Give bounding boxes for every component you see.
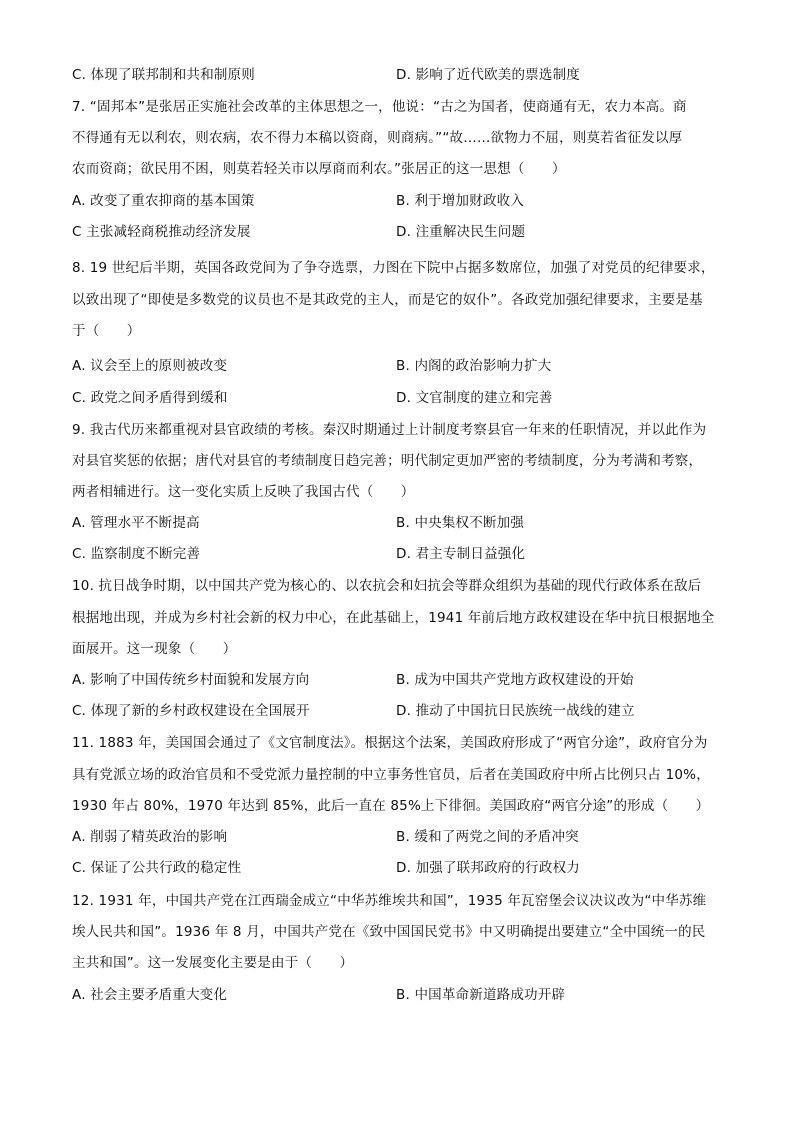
answer-option-left: C. 保证了公共行政的稳定性 [72,860,242,876]
answer-option-left: A. 社会主要矛盾重大变化 [72,987,228,1003]
answer-option-left: A. 影响了中国传统乡村面貌和发展方向 [72,672,310,688]
answer-option-right: B. 内阁的政治影响力扩大 [396,358,552,374]
question-text-line: 对县官奖惩的依据；唐代对县官的考绩制度日趋完善；明代制定更加严密的考绩制度，分为考满和考察， [72,453,703,469]
answer-option-right: B. 中国革命新道路成功开辟 [396,987,566,1003]
answer-option-left: C. 监察制度不断完善 [72,546,201,562]
question-text-line: 不得通有无以利农，则农病，农不得力本稿以资商，则商病。”“故……欲物力不屈，则莫若省征发以厚 [72,130,683,146]
question-text-line: 农而资商；欲民用不困，则莫若轻关市以厚商而利农。”张居正的这一思想（ ） [72,161,566,177]
question-text-line: 根据地出现，并成为乡村社会新的权力中心，在此基础上，1941 年前后地方政权建设在华中抗日根据地全 [72,610,715,626]
answer-option-right: D. 影响了近代欧美的票选制度 [396,67,580,83]
answer-option-right: D. 注重解决民生问题 [396,224,526,240]
answer-option-right: B. 中央集权不断加强 [396,515,525,531]
answer-option-right: D. 加强了联邦政府的行政权力 [396,860,580,876]
question-text-line: 于（ ） [72,323,141,339]
question-text-line: 8. 19 世纪后半期，英国各政党间为了争夺选票，力图在下院中占据多数席位，加强了对党员的纪律要求， [72,260,715,276]
question-text-line: 两者相辅进行。这一变化实质上反映了我国古代（ ） [72,484,415,500]
question-text-line: 7. “固邦本”是张居正实施社会改革的主体思想之一，他说：“古之为国者，使商通有无，农力本高。商 [72,99,687,115]
answer-option-left: C. 政党之间矛盾得到缓和 [72,390,228,406]
answer-option-left: C 主张减轻商税推动经济发展 [72,224,251,240]
answer-option-right: B. 成为中国共产党地方政权建设的开始 [396,672,634,688]
answer-option-left: A. 管理水平不断提高 [72,515,200,531]
question-text-line: 9. 我古代历来都重视对县官政绩的考核。秦汉时期通过上计制度考察县官一年来的任职情况，并以此作为 [72,422,707,438]
answer-option-right: D. 推动了中国抗日民族统一战线的建立 [396,703,635,719]
answer-option-left: A. 削弱了精英政治的影响 [72,829,228,845]
answer-option-left: A. 议会至上的原则被改变 [72,358,228,374]
question-text-line: 11. 1883 年，美国国会通过了《文官制度法》。根据这个法案，美国政府形成了“两官分途”，政府官分为 [72,735,708,751]
answer-option-left: C. 体现了新的乡村政权建设在全国展开 [72,703,310,719]
question-text-line: 具有党派立场的政治官员和不受党派力量控制的中立事务性官员，后者在美国政府中所占比例只占 10%， [72,767,710,783]
answer-option-right: B. 利于增加财政收入 [396,193,525,209]
question-text-line: 12. 1931 年，中国共产党在江西瑞金成立“中华苏维埃共和国”，1935 年瓦窑堡会议决议改为“中华苏维 [72,893,707,909]
answer-option-left: C. 体现了联邦制和共和制原则 [72,67,256,83]
question-text-line: 10. 抗日战争时期，以中国共产党为核心的、以农抗会和妇抗会等群众组织为基础的现代行政体系在敌后 [72,578,702,594]
question-text-line: 埃人民共和国”。1936 年 8 月，中国共产党在《致中国国民党书》中又明确提出要建立“全中国统一的民 [72,924,706,940]
question-text-line: 面展开。这一现象（ ） [72,641,237,657]
answer-option-right: D. 文官制度的建立和完善 [396,390,553,406]
answer-option-left: A. 改变了重农抑商的基本国策 [72,193,255,209]
question-text-line: 主共和国”。这一发展变化主要是由于（ ） [72,955,354,971]
answer-option-right: B. 缓和了两党之间的矛盾冲突 [396,829,579,845]
answer-option-right: D. 君主专制日益强化 [396,546,526,562]
question-text-line: 以致出现了“即使是多数党的议员也不是其政党的主人，而是它的奴仆”。各政党加强纪律要求，主要是基 [72,292,703,308]
question-text-line: 1930 年占 80%，1970 年达到 85%，此后一直在 85%上下徘徊。美国政府“两官分途”的形成（ ） [72,798,710,814]
